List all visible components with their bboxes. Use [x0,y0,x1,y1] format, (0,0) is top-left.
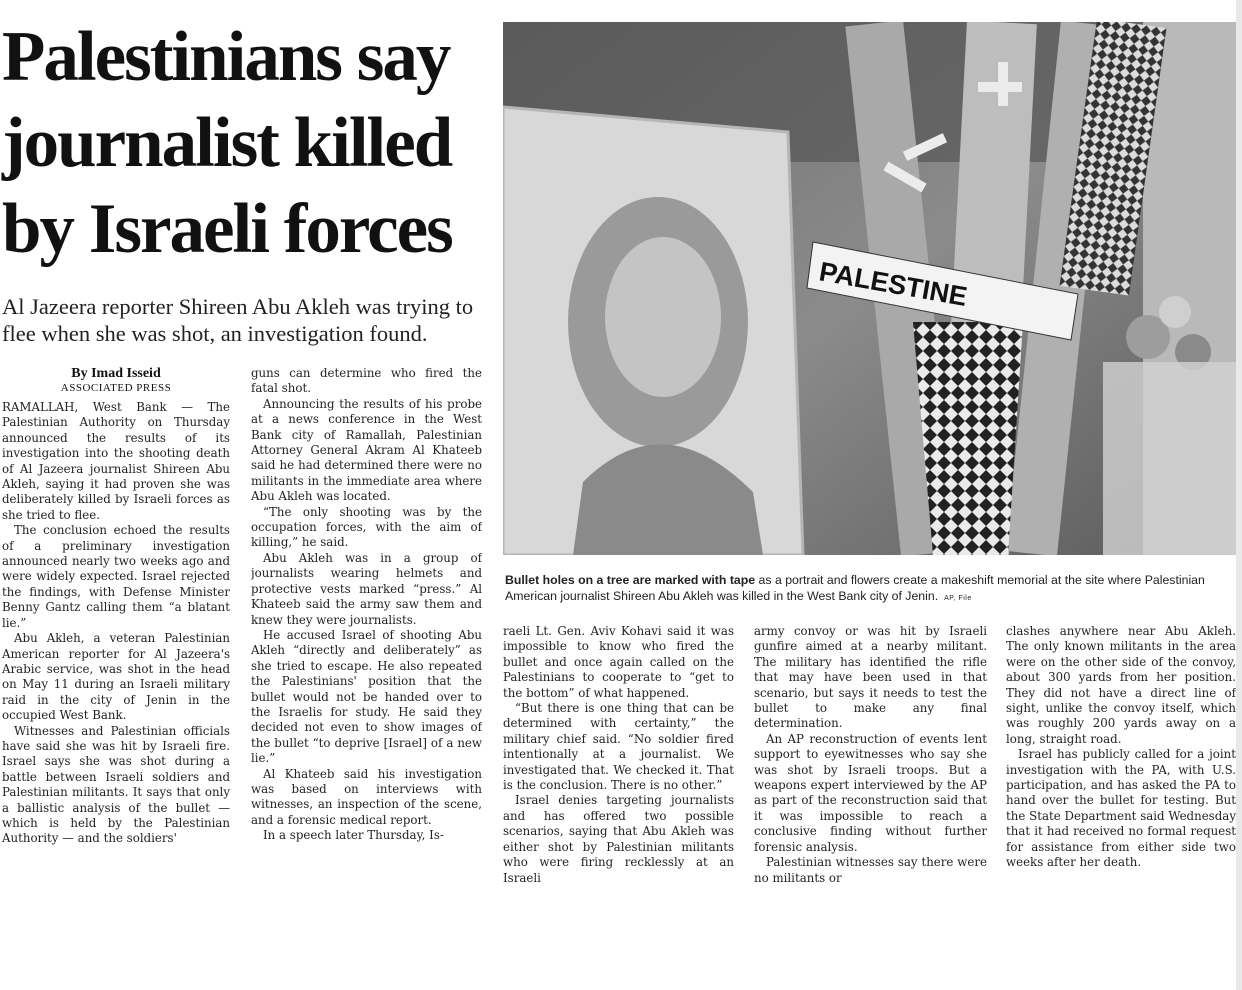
article-column-1 [2,400,230,972]
headline: Palestinians say journalist killed by Israeli forces [2,18,452,268]
paragraph: He accused Israel of shooting Abu Akleh “directly and deliberately” as she tried to escape. He also repeated the Palestinians' position that the bullet would not be handed over to the Israelis for study. He said they decided not even to show images of the bullet “to deprive [Israel] of a new lie.” [251,627,482,766]
photo-credit: AP, File [944,595,972,602]
paragraph: raeli Lt. Gen. Aviv Kohavi said it was impossible to know who fired the bullet and once again called on the Palestinians to cooperate to “get to the bottom” of what happened. [503,624,734,700]
deck-subheadline: Al Jazeera reporter Shireen Abu Akleh was trying to flee when she was shot, an investigation found. [2,294,474,346]
caption-text: as a portrait and flowers create a makeshift memorial at the site where Palestinian American journalist Shireen Abu Akleh was killed in the West Bank city of Jenin. [505,573,1205,603]
memorial-paper [1103,362,1236,555]
paragraph: An AP reconstruction of events lent support to eyewitnesses who say she was shot by Israeli troops. But a weapons expert interviewed by the AP as part of the reconstruction said that it was impossible to reach a conclusive finding without further forensic analysis. [754,731,987,854]
caption-lead: Bullet holes on a tree are marked with tape [505,573,756,587]
paragraph: Witnesses and Palestinian officials have said she was hit by Israeli fire. Israel says she was shot during a battle between Israeli soldiers and Palestinian militants. It says that only a ballistic analysis of the bullet — which is held by the Palestinian Authority — and the soldiers' [2,723,230,846]
paragraph: “The only shooting was by the occupation forces, with the aim of killing,” he said. [251,504,482,550]
paragraph: army convoy or was hit by Israeli gunfire aimed at a nearby militant. The military has identified the rifle that may have been used in that scenario, but says it needs to test the bullet to make any final determination. [754,624,987,731]
memorial-photo-art [503,22,1236,555]
memorial-photo [503,22,1236,555]
paragraph: “But there is one thing that can be determined with certainty,” the military chief said. “No soldier fired intentionally at a journalist. We investigated that. We checked it. That is the conclusion. There is no other.” [503,701,734,793]
article-column-3 [503,624,734,972]
byline [2,366,230,395]
paragraph: In a speech later Thursday, Is- [263,828,444,843]
paragraph: The conclusion echoed the results of a preliminary investigation announced nearly two weeks ago and were widely expected. Israel rejected the findings, with Defense Minister Benny Gantz calling them “a blatant lie.” [2,523,230,630]
photo-caption [505,572,1235,607]
article-column-5 [1006,624,1236,972]
paragraph: guns can determine who fired the fatal shot. [251,366,482,396]
paragraph: Announcing the results of his probe at a news conference in the West Bank city of Ramallah, Palestinian Attorney General Akram Al Khateeb said he had determined there were no militants in the immediate area where Abu Akleh was located. [251,396,482,504]
paragraph: Al Khateeb said his investigation was based on interviews with witnesses, an inspection of the scene, and a forensic medical report. [251,766,482,827]
banner-text: PALESTINE [816,256,970,312]
byline-desk: ASSOCIATED PRESS [60,382,172,394]
paragraph: RAMALLAH, West Bank — The Palestinian Authority on Thursday announced the results of its investigation into the shooting death of Al Jazeera journalist Shireen Abu Akleh, saying it had proven she was deliberately killed by Israeli forces as she tried to flee. [2,400,230,522]
paragraph: Abu Akleh, a veteran Palestinian American reporter for Al Jazeera's Arabic service, was shot in the head on May 11 during an Israeli military raid in the city of Jenin in the occupied West Bank. [2,631,230,723]
paragraph: Palestinian witnesses say there were no militants or [754,855,987,885]
article-column-4 [754,624,987,972]
page-edge [1236,0,1242,990]
paragraph: Israel has publicly called for a joint investigation with the PA, with U.S. participation, and has asked the PA to hand over the bullet for testing. But the State Department said Wednesday that it had received no formal request for assistance from either side two weeks after her death. [1006,747,1236,870]
article-column-2 [251,366,482,972]
paragraph: Israel denies targeting journalists and has offered two possible scenarios, saying that Abu Akleh was either shot by Palestinian militants who were firing recklessly at an Israeli [503,793,734,885]
paragraph: Abu Akleh was in a group of journalists wearing helmets and protective vests marked “press.” Al Khateeb said the army saw them and knew they were journalists. [251,550,482,627]
paragraph: clashes anywhere near Abu Akleh. The only known militants in the area were on the other side of the convoy, about 300 yards from her position. They did not have a direct line of sight, unlike the convoy itself, which was roughly 200 yards away on a long, straight road. [1006,624,1236,746]
byline-name: By Imad Isseid [71,366,161,381]
